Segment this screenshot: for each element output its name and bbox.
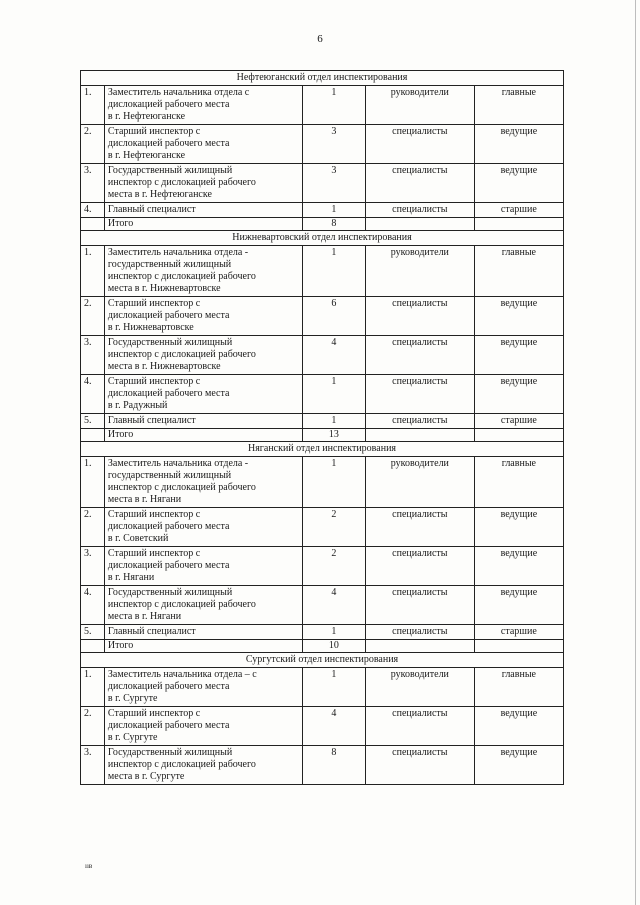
position-title	[104, 586, 302, 625]
position-line: Заместитель начальника отдела -	[107, 458, 249, 469]
section-title: Нижневартовский отдел инспектирования	[81, 231, 564, 246]
position-line: Главный специалист	[107, 626, 196, 637]
position-line: дислокацией рабочего места	[107, 99, 230, 110]
position-title	[104, 414, 302, 429]
position-line: дислокацией рабочего места	[107, 560, 230, 571]
position-category: специалисты	[365, 508, 474, 547]
position-line: инспектор с дислокацией рабочего	[107, 349, 256, 360]
position-title	[104, 746, 302, 785]
staff-count: 3	[302, 164, 365, 203]
row-number: 3.	[81, 746, 105, 785]
position-line: инспектор с дислокацией рабочего	[107, 482, 256, 493]
table-row	[81, 336, 564, 375]
staff-count: 2	[302, 547, 365, 586]
total-number-cell	[81, 218, 105, 231]
total-category-cell	[365, 640, 474, 653]
position-title	[104, 125, 302, 164]
position-category: руководители	[365, 246, 474, 297]
total-number-cell	[81, 429, 105, 442]
table-row	[81, 707, 564, 746]
table-row	[81, 297, 564, 336]
position-group: старшие	[474, 625, 563, 640]
position-group: ведущие	[474, 707, 563, 746]
position-line: в г. Советский	[107, 533, 169, 544]
row-number: 4.	[81, 203, 105, 218]
position-line: инспектор с дислокацией рабочего	[107, 177, 256, 188]
table-row	[81, 86, 564, 125]
table-row	[81, 164, 564, 203]
position-group: ведущие	[474, 586, 563, 625]
position-line: дислокацией рабочего места	[107, 681, 230, 692]
position-line: в г. Радужный	[107, 400, 168, 411]
table-row	[81, 246, 564, 297]
section-header-row	[81, 442, 564, 457]
staff-count: 1	[302, 457, 365, 508]
position-group: ведущие	[474, 375, 563, 414]
position-line: в г. Сургуте	[107, 693, 158, 704]
position-line: в г. Нижневартовске	[107, 322, 194, 333]
total-category-cell	[365, 429, 474, 442]
row-number: 5.	[81, 414, 105, 429]
position-line: Заместитель начальника отдела – с	[107, 669, 257, 680]
table-row	[81, 547, 564, 586]
staff-count: 2	[302, 508, 365, 547]
row-number: 1.	[81, 457, 105, 508]
section-header-row	[81, 71, 564, 86]
position-category: руководители	[365, 457, 474, 508]
total-label: Итого	[104, 429, 302, 442]
row-number: 3.	[81, 336, 105, 375]
total-label: Итого	[104, 218, 302, 231]
section-title: Няганский отдел инспектирования	[81, 442, 564, 457]
position-group: ведущие	[474, 297, 563, 336]
position-line: Старший инспектор с	[107, 126, 201, 137]
staff-count: 1	[302, 414, 365, 429]
position-line: дислокацией рабочего места	[107, 310, 230, 321]
staff-count: 4	[302, 336, 365, 375]
position-group: старшие	[474, 414, 563, 429]
position-line: места в г. Сургуте	[107, 771, 185, 782]
table-row	[81, 668, 564, 707]
table-row	[81, 746, 564, 785]
position-line: государственный жилищный	[107, 259, 232, 270]
position-group: ведущие	[474, 336, 563, 375]
section-header-row	[81, 653, 564, 668]
position-category: специалисты	[365, 414, 474, 429]
position-line: Старший инспектор с	[107, 708, 201, 719]
staff-count: 1	[302, 203, 365, 218]
position-title	[104, 547, 302, 586]
position-group: ведущие	[474, 746, 563, 785]
position-line: Заместитель начальника отдела с	[107, 87, 250, 98]
position-category: специалисты	[365, 336, 474, 375]
section-header-row	[81, 231, 564, 246]
row-number: 3.	[81, 547, 105, 586]
position-line: места в г. Нижневартовске	[107, 361, 221, 372]
staff-count: 1	[302, 86, 365, 125]
staff-count: 1	[302, 246, 365, 297]
row-number: 1.	[81, 668, 105, 707]
scan-edge	[635, 0, 636, 905]
table-row	[81, 375, 564, 414]
position-group: ведущие	[474, 125, 563, 164]
position-title	[104, 203, 302, 218]
position-title	[104, 86, 302, 125]
staff-count: 4	[302, 586, 365, 625]
position-line: в г. Нефтеюганске	[107, 111, 186, 122]
position-title	[104, 375, 302, 414]
position-line: дислокацией рабочего места	[107, 521, 230, 532]
position-line: Государственный жилищный	[107, 587, 233, 598]
staff-count: 4	[302, 707, 365, 746]
position-category: специалисты	[365, 203, 474, 218]
position-category: специалисты	[365, 297, 474, 336]
position-title	[104, 297, 302, 336]
staff-count: 6	[302, 297, 365, 336]
total-group-cell	[474, 640, 563, 653]
table-row	[81, 586, 564, 625]
row-number: 2.	[81, 297, 105, 336]
position-category: специалисты	[365, 164, 474, 203]
position-line: Главный специалист	[107, 204, 196, 215]
total-value: 10	[302, 640, 365, 653]
row-number: 2.	[81, 125, 105, 164]
staff-table	[80, 70, 564, 785]
page-number: 6	[317, 33, 323, 45]
position-category: руководители	[365, 86, 474, 125]
position-group: ведущие	[474, 508, 563, 547]
staff-count: 1	[302, 375, 365, 414]
table-row	[81, 508, 564, 547]
position-title	[104, 625, 302, 640]
position-line: места в г. Нижневартовске	[107, 283, 221, 294]
position-line: места в г. Нягани	[107, 611, 182, 622]
position-category: специалисты	[365, 375, 474, 414]
position-title	[104, 508, 302, 547]
position-line: Государственный жилищный	[107, 165, 233, 176]
position-line: в г. Нягани	[107, 572, 155, 583]
position-line: инспектор с дислокацией рабочего	[107, 599, 256, 610]
row-number: 4.	[81, 586, 105, 625]
position-title	[104, 707, 302, 746]
table-row	[81, 203, 564, 218]
position-category: специалисты	[365, 746, 474, 785]
position-category: специалисты	[365, 125, 474, 164]
position-line: дислокацией рабочего места	[107, 138, 230, 149]
position-category: специалисты	[365, 707, 474, 746]
footer-code: ııв	[85, 862, 93, 870]
position-group: главные	[474, 246, 563, 297]
position-category: специалисты	[365, 586, 474, 625]
position-line: в г. Нефтеюганске	[107, 150, 186, 161]
table-row	[81, 625, 564, 640]
staff-count: 3	[302, 125, 365, 164]
position-line: дислокацией рабочего места	[107, 388, 230, 399]
total-value: 8	[302, 218, 365, 231]
position-category: специалисты	[365, 547, 474, 586]
table-row	[81, 125, 564, 164]
position-title	[104, 336, 302, 375]
table-row	[81, 414, 564, 429]
section-title: Нефтеюганский отдел инспектирования	[81, 71, 564, 86]
position-line: Государственный жилищный	[107, 747, 233, 758]
row-number: 2.	[81, 707, 105, 746]
total-category-cell	[365, 218, 474, 231]
total-row	[81, 429, 564, 442]
position-title	[104, 246, 302, 297]
row-number: 4.	[81, 375, 105, 414]
position-line: дислокацией рабочего места	[107, 720, 230, 731]
position-line: Государственный жилищный	[107, 337, 233, 348]
section-title: Сургутский отдел инспектирования	[81, 653, 564, 668]
position-line: Старший инспектор с	[107, 376, 201, 387]
position-group: главные	[474, 86, 563, 125]
position-line: Старший инспектор с	[107, 548, 201, 559]
row-number: 1.	[81, 86, 105, 125]
position-category: специалисты	[365, 625, 474, 640]
staff-table-body	[81, 71, 564, 785]
position-line: инспектор с дислокацией рабочего	[107, 759, 256, 770]
total-label: Итого	[104, 640, 302, 653]
table-row	[81, 457, 564, 508]
position-category: руководители	[365, 668, 474, 707]
position-group: старшие	[474, 203, 563, 218]
position-line: места в г. Нягани	[107, 494, 182, 505]
position-line: государственный жилищный	[107, 470, 232, 481]
position-line: в г. Сургуте	[107, 732, 158, 743]
total-group-cell	[474, 429, 563, 442]
row-number: 1.	[81, 246, 105, 297]
row-number: 5.	[81, 625, 105, 640]
total-group-cell	[474, 218, 563, 231]
position-line: инспектор с дислокацией рабочего	[107, 271, 256, 282]
total-row	[81, 218, 564, 231]
row-number: 3.	[81, 164, 105, 203]
position-group: главные	[474, 457, 563, 508]
position-line: Заместитель начальника отдела -	[107, 247, 249, 258]
staff-count: 1	[302, 668, 365, 707]
total-value: 13	[302, 429, 365, 442]
position-line: Главный специалист	[107, 415, 196, 426]
position-group: ведущие	[474, 547, 563, 586]
position-group: главные	[474, 668, 563, 707]
total-number-cell	[81, 640, 105, 653]
total-row	[81, 640, 564, 653]
position-title	[104, 668, 302, 707]
row-number: 2.	[81, 508, 105, 547]
staff-count: 8	[302, 746, 365, 785]
position-line: места в г. Нефтеюганске	[107, 189, 212, 200]
position-title	[104, 164, 302, 203]
position-line: Старший инспектор с	[107, 509, 201, 520]
position-group: ведущие	[474, 164, 563, 203]
position-line: Старший инспектор с	[107, 298, 201, 309]
staff-count: 1	[302, 625, 365, 640]
position-title	[104, 457, 302, 508]
